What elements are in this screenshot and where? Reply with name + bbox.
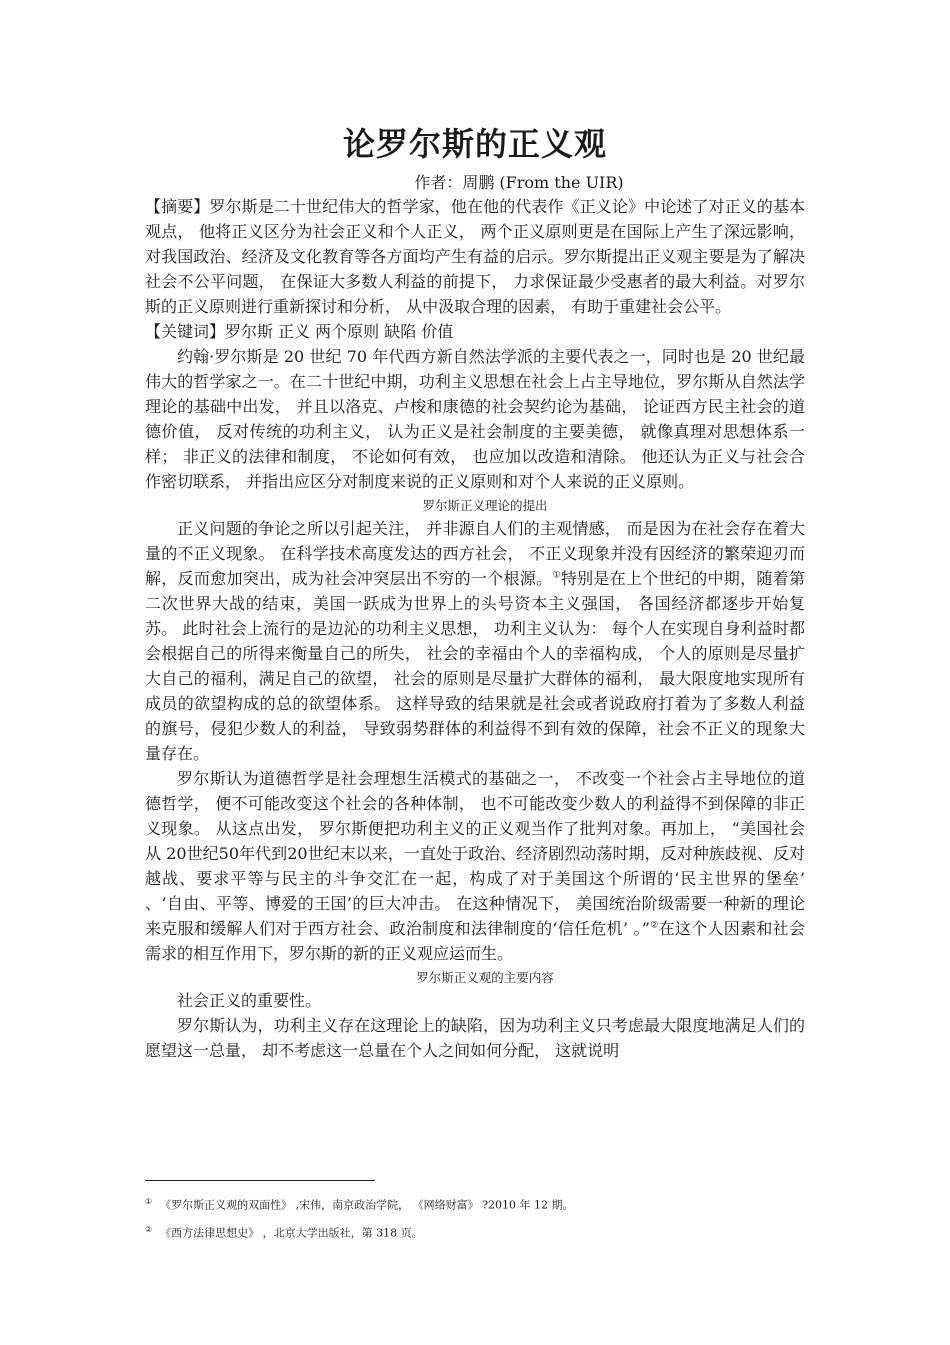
keywords-line: 【关键词】罗尔斯 正义 两个原则 缺陷 价值 (145, 322, 454, 341)
footnote-text: 《西方法律思想史》 ，北京大学出版社，第 318 页。 (160, 1226, 423, 1240)
document-title: 论罗尔斯的正义观 (342, 125, 607, 163)
paragraph-text: 特别是在上个世纪的中期，随着第二次世界大战的结束，美国一跃成为世界上的头号资本主义强国， 各国经济都逐步开始复苏。 此时社会上流行的是边沁的功利主义思想， 功利主义认为： 每个人在实现自身利益时都会根据自己的所得来衡量自己的所失， 社会的幸福由个人的幸福构成， 个人的原则是尽量扩大自己的福利，满足自己的欲望， 社会的原则是尽量扩大群体的福利， 最大限度地实现所有成员的欲望构成的总的欲望体系。 这样导致的结果就是社会或者说政府打着为了多数人利益的旗号，侵犯少数人的利益， 导致弱势群体的利益得不到有效的保障，社会不正义的现象大量存在。 (145, 569, 805, 763)
footnotes (145, 1190, 805, 1245)
section-heading-2: 罗尔斯正义观的主要内容 (416, 970, 554, 985)
footnote-marker-2: ② (649, 920, 659, 931)
footnote-2 (145, 1218, 805, 1246)
footnote-divider (145, 1180, 375, 1181)
section1-paragraph-2 (145, 766, 805, 966)
footnote-1 (145, 1190, 805, 1218)
abstract-paragraph: 【摘要】罗尔斯是二十世纪伟大的哲学家，他在他的代表作《正义论》中论述了对正义的基本观点， 他将正义区分为社会正义和个人正义， 两个正义原则更是在国际上产生了深远影响， 对我国政治、经济及文化教育等各方面均产生有益的启示。罗尔斯提出正义观主要是为了解决社会不公平问题， 在保证大多数人利益的前提下， 力求保证最少受惠者的最大利益。对罗尔斯的正义原则进行重新探讨和分析， 从中汲取合理的因素， 有助于重建社会公平。 (145, 197, 805, 316)
paragraph-text: 在这个人因素和社会需求的相互作用下，罗尔斯的新的正义观应运而生。 (145, 919, 805, 963)
footnote-text: 《罗尔斯正义观的双面性》 ,宋伟，南京政治学院， 《网络财富》 ?2010 年 12 期。 (160, 1198, 574, 1212)
paragraph-text: 正义问题的争论之所以引起关注， 并非源自人们的主观情感， 而是因为在社会存在着大量的不正义现象。 在科学技术高度发达的西方社会， 不正义现象并没有因经济的繁荣迎刃而解，反而愈加突出，成为社会冲突层出不穷的一个根源。 (145, 519, 805, 588)
subheading-importance: 社会正义的重要性。 (177, 991, 322, 1010)
author-byline: 作者：周鹏 (From the UIR) (414, 173, 624, 192)
document-body (145, 118, 805, 1063)
intro-paragraph: 约翰·罗尔斯是 20 世纪 70 年代西方新自然法学派的主要代表之一，同时也是 20 世纪最伟大的哲学家之一。在二十世纪中期，功利主义思想在社会上占主导地位，罗尔斯从自然法学理论的基础中出发， 并且以洛克、卢梭和康德的社会契约论为基础， 论证西方民主社会的道德价值， 反对传统的功利主义， 认为正义是社会制度的主要美德， 就像真理对思想体系一样； 非正义的法律和制度， 不论如何有效， 也应加以改造和清除。 他还认为正义与社会合作密切联系， 并指出应区分对制度来说的正义原则和对个人来说的正义原则。 (145, 347, 805, 491)
footnote-marker-1: ① (552, 570, 561, 581)
paragraph-text: 罗尔斯认为道德哲学是社会理想生活模式的基础之一， 不改变一个社会占主导地位的道德哲学， 便不可能改变这个社会的各种体制， 也不可能改变少数人的利益得不到保障的非正义现象。 从这点出发， 罗尔斯便把功利主义的正义观当作了批判对象。再加上， “美国社会从 20世纪50年代到20世纪末以来，一直处于政治、经济剧烈动荡时期，反对种族歧视、反对越战、要求平等与民主的斗争交汇在一起，构成了对于美国这个所谓的‘民主世界的堡垒’ 、‘自由、平等、博爱的王国’的巨大冲击。 在这种情况下， 美国统治阶级需要一种新的理论来克服和缓解人们对于西方社会、政治制度和法律制度的‘信任危机’ 。” (145, 769, 805, 938)
section-heading-1: 罗尔斯正义理论的提出 (422, 498, 548, 513)
section1-paragraph-1 (145, 516, 805, 766)
footnote-mark: ① (145, 1197, 153, 1206)
footnote-mark: ② (145, 1224, 153, 1234)
section2-paragraph-1: 罗尔斯认为，功利主义存在这理论上的缺陷，因为功利主义只考虑最大限度地满足人们的愿望这一总量， 却不考虑这一总量在个人之间如何分配， 这就说明 (145, 1016, 805, 1060)
